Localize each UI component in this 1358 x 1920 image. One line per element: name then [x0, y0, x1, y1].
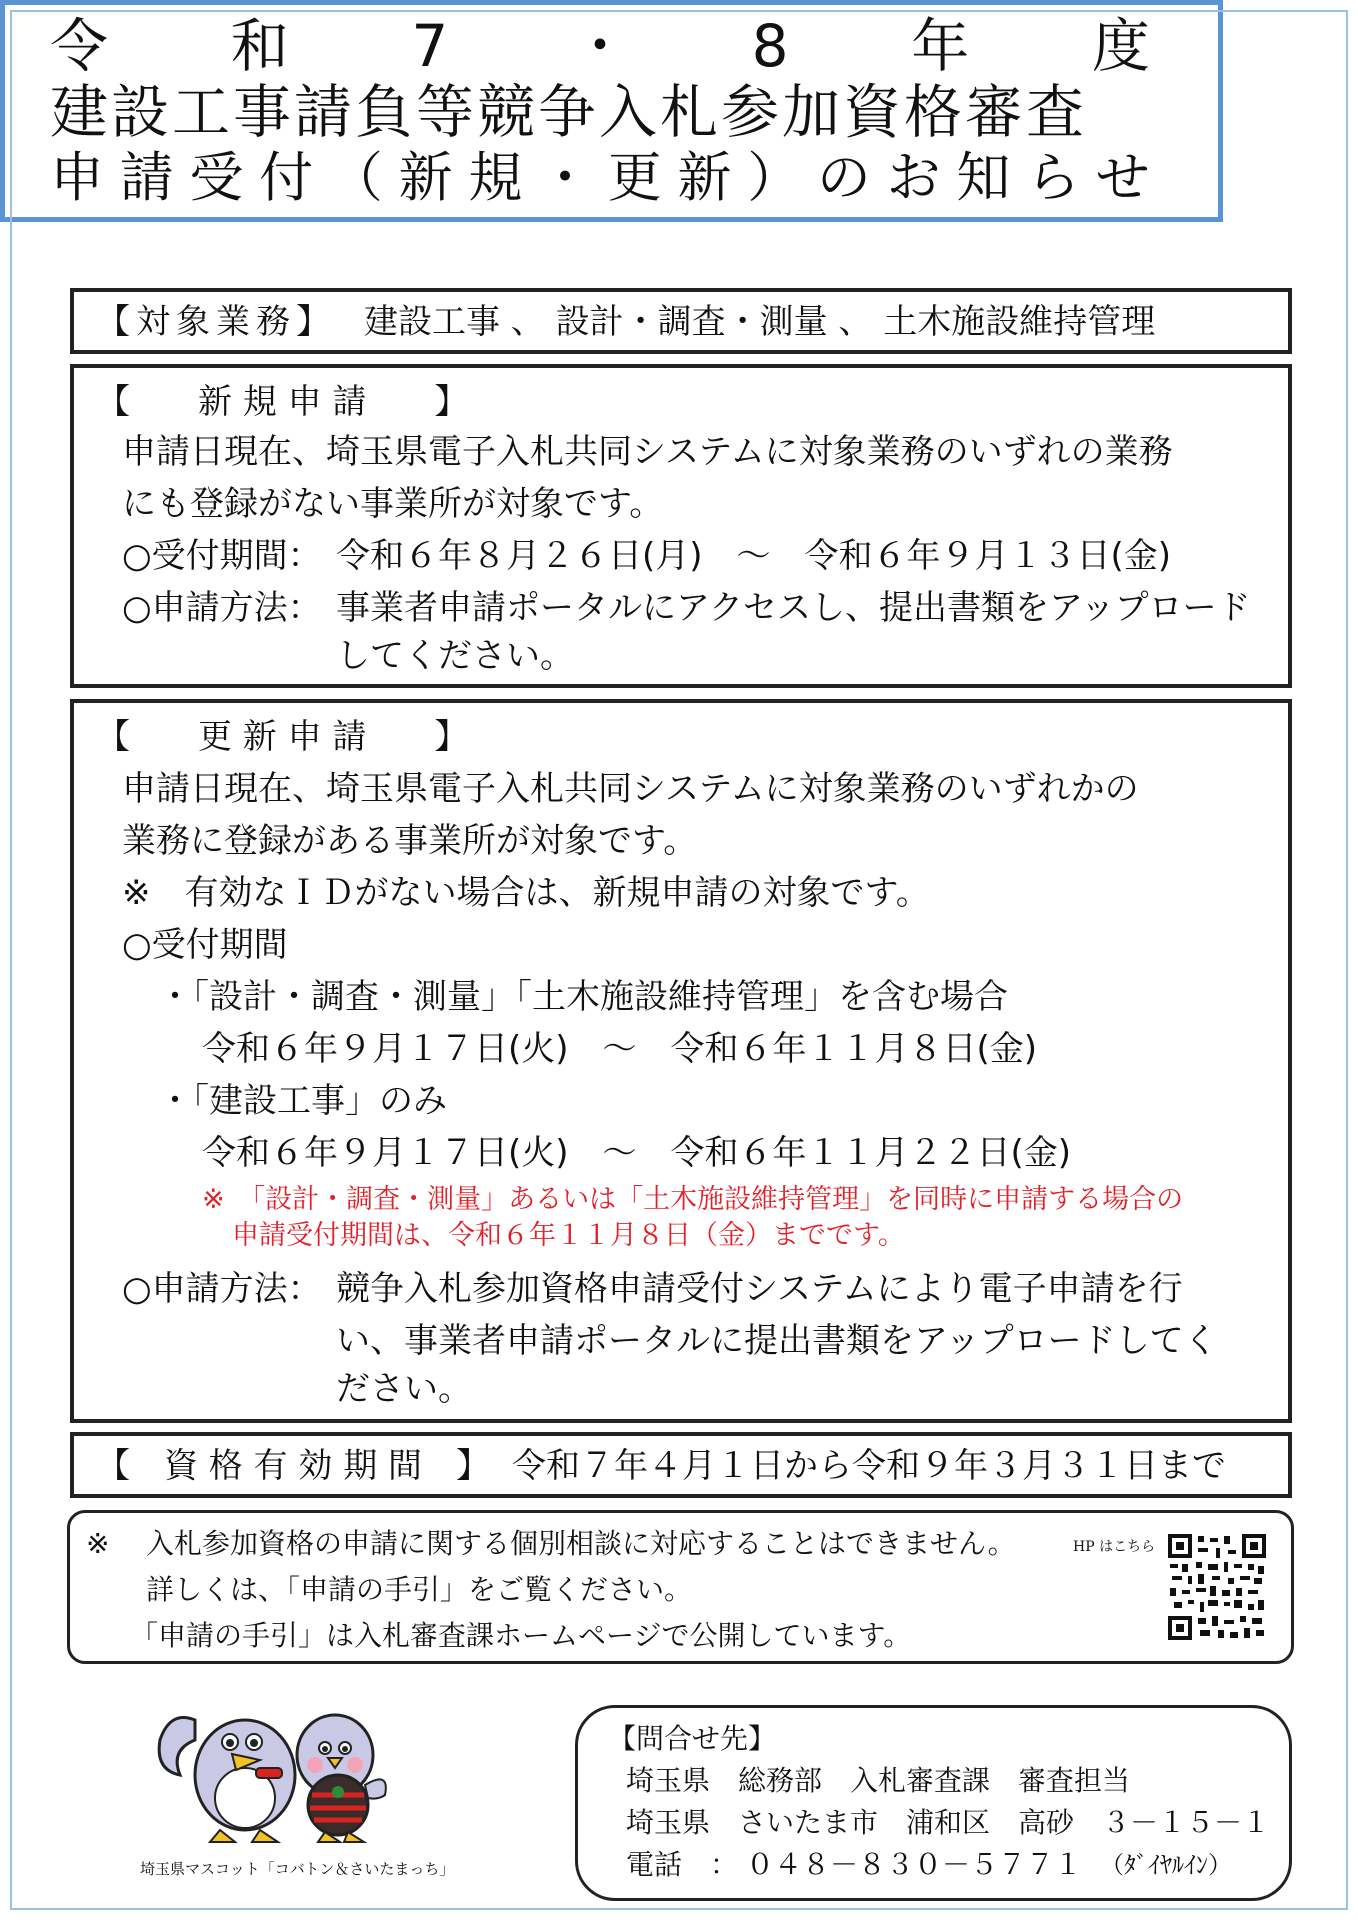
contact-address: 埼玉県 さいたま市 浦和区 高砂 ３－１５－１ — [626, 1806, 1271, 1839]
validity-section — [70, 1432, 1292, 1498]
renewal-application-section — [70, 699, 1292, 1423]
mascot-caption: 埼玉県マスコット「コバトン＆さいたまっち」 — [140, 1860, 455, 1878]
notice-line-2: 詳しくは、「申請の手引」をご覧ください。 — [146, 1573, 693, 1606]
contact-heading: 【問合せ先】 — [608, 1722, 777, 1755]
renewal-period-label: ○受付期間 — [122, 925, 288, 965]
title-char: 更 — [607, 146, 662, 209]
new-method-label: ○申請方法： — [122, 588, 322, 628]
title-char: 7 — [411, 12, 449, 80]
notice-line-1: 入札参加資格の申請に関する個別相談に対応することはできません。 — [146, 1527, 1016, 1560]
renewal-method-value-1: 競争入札参加資格申請受付システムにより電子申請を行 — [336, 1269, 1183, 1309]
contact-phone-note: （ﾀﾞｲﾔﾙｲﾝ） — [1100, 1851, 1232, 1879]
title-char: 和 — [230, 12, 289, 80]
title-char: お — [886, 146, 941, 209]
qr-caption: HP はこちら — [1073, 1539, 1156, 1555]
title-char: （ — [328, 146, 383, 209]
title-char: ら — [1026, 146, 1081, 209]
scope-section — [70, 288, 1292, 354]
title-banner — [0, 0, 1223, 222]
saitamacchi-icon — [297, 1715, 386, 1842]
renewal-case1-period: 令和６年９月１７日(火) ～ 令和６年１１月８日(金) — [202, 1029, 1038, 1069]
renewal-red-note-1: ※ 「設計・調査・測量」あるいは「土木施設維持管理」を同時に申請する場合の — [202, 1184, 1184, 1215]
contact-phone-number: ０４８－８３０－５７７１ — [746, 1848, 1083, 1881]
renewal-case1-label: ・「設計・調査・測量」「土木施設維持管理」を含む場合 — [158, 977, 1008, 1017]
title-char: 令 — [50, 12, 109, 80]
renewal-method-label: ○申請方法： — [122, 1269, 322, 1309]
renewal-desc-1: 申請日現在、埼玉県電子入札共同システムに対象業務のいずれかの — [122, 769, 1139, 809]
renewal-red-note-2: 申請受付期間は、令和６年１１月８日（金）までです。 — [232, 1220, 905, 1251]
new-application-heading: 【 新 規 申 請 】 — [96, 382, 469, 422]
title-line-main: 建設工事請負等競争入札参加資格審査 — [50, 78, 1088, 146]
contact-department: 埼玉県 総務部 入札審査課 審査担当 — [626, 1764, 1131, 1797]
new-application-section — [70, 364, 1292, 688]
title-char: の — [816, 146, 871, 209]
validity-value: 令和７年４月１日から令和９年３月３１日まで — [512, 1446, 1226, 1486]
title-char: 請 — [119, 146, 174, 209]
title-char: 知 — [956, 146, 1011, 209]
title-char: ・ — [570, 12, 629, 80]
renewal-case2-period: 令和６年９月１７日(火) ～ 令和６年１１月２２日(金) — [202, 1133, 1072, 1173]
title-char: 受 — [189, 146, 244, 209]
scope-label: 【対象業務】 — [96, 302, 336, 342]
scope-value: 建設工事 、 設計・調査・測量 、 土木施設維持管理 — [364, 302, 1156, 342]
title-char: 8 — [751, 12, 789, 80]
new-period-label: ○受付期間： — [122, 536, 322, 576]
renewal-method-value-3: ださい。 — [336, 1369, 472, 1409]
new-period-value: 令和６年８月２６日(月) ～ 令和６年９月１３日(金) — [336, 536, 1172, 576]
renewal-desc-2: 業務に登録がある事業所が対象です。 — [122, 821, 698, 861]
validity-label: 【 資 格 有 効 期 間 】 — [96, 1446, 491, 1486]
mascot-illustration — [150, 1680, 450, 1850]
title-char: せ — [1095, 146, 1150, 209]
title-char: 年 — [911, 12, 970, 80]
renewal-method-value-2: い、事業者申請ポータルに提出書類をアップロードしてく — [336, 1321, 1218, 1361]
notice-line-3: 「申請の手引」は入札審査課ホームページで公開しています。 — [130, 1619, 912, 1652]
title-char: 規 — [468, 146, 523, 209]
kobaton-icon — [159, 1718, 295, 1843]
title-char: 申 — [50, 146, 104, 209]
renewal-heading: 【 更 新 申 請 】 — [96, 717, 469, 757]
title-line-reception — [50, 146, 1150, 210]
notice-mark: ※ — [86, 1527, 110, 1560]
title-char: 付 — [259, 146, 314, 209]
new-method-value-2: してください。 — [336, 636, 574, 676]
contact-phone-label: 電話 ： — [626, 1848, 739, 1881]
title-line-year — [50, 14, 1150, 78]
renewal-id-note: ※ 有効なＩＤがない場合は、新規申請の対象です。 — [122, 873, 930, 913]
title-char: 度 — [1091, 12, 1150, 80]
title-char: 新 — [677, 146, 732, 209]
contact-section — [575, 1705, 1292, 1901]
title-char: ・ — [538, 146, 593, 209]
qr-code-icon[interactable] — [1168, 1534, 1266, 1640]
renewal-case2-label: ・「建設工事」のみ — [158, 1081, 447, 1121]
title-char: 新 — [398, 146, 453, 209]
new-application-desc-2: にも登録がない事業所が対象です。 — [122, 484, 664, 524]
title-char: ） — [747, 146, 802, 209]
new-method-value-1: 事業者申請ポータルにアクセスし、提出書類をアップロード — [336, 588, 1251, 628]
notice-section — [67, 1510, 1294, 1664]
new-application-desc-1: 申請日現在、埼玉県電子入札共同システムに対象業務のいずれの業務 — [122, 432, 1173, 472]
